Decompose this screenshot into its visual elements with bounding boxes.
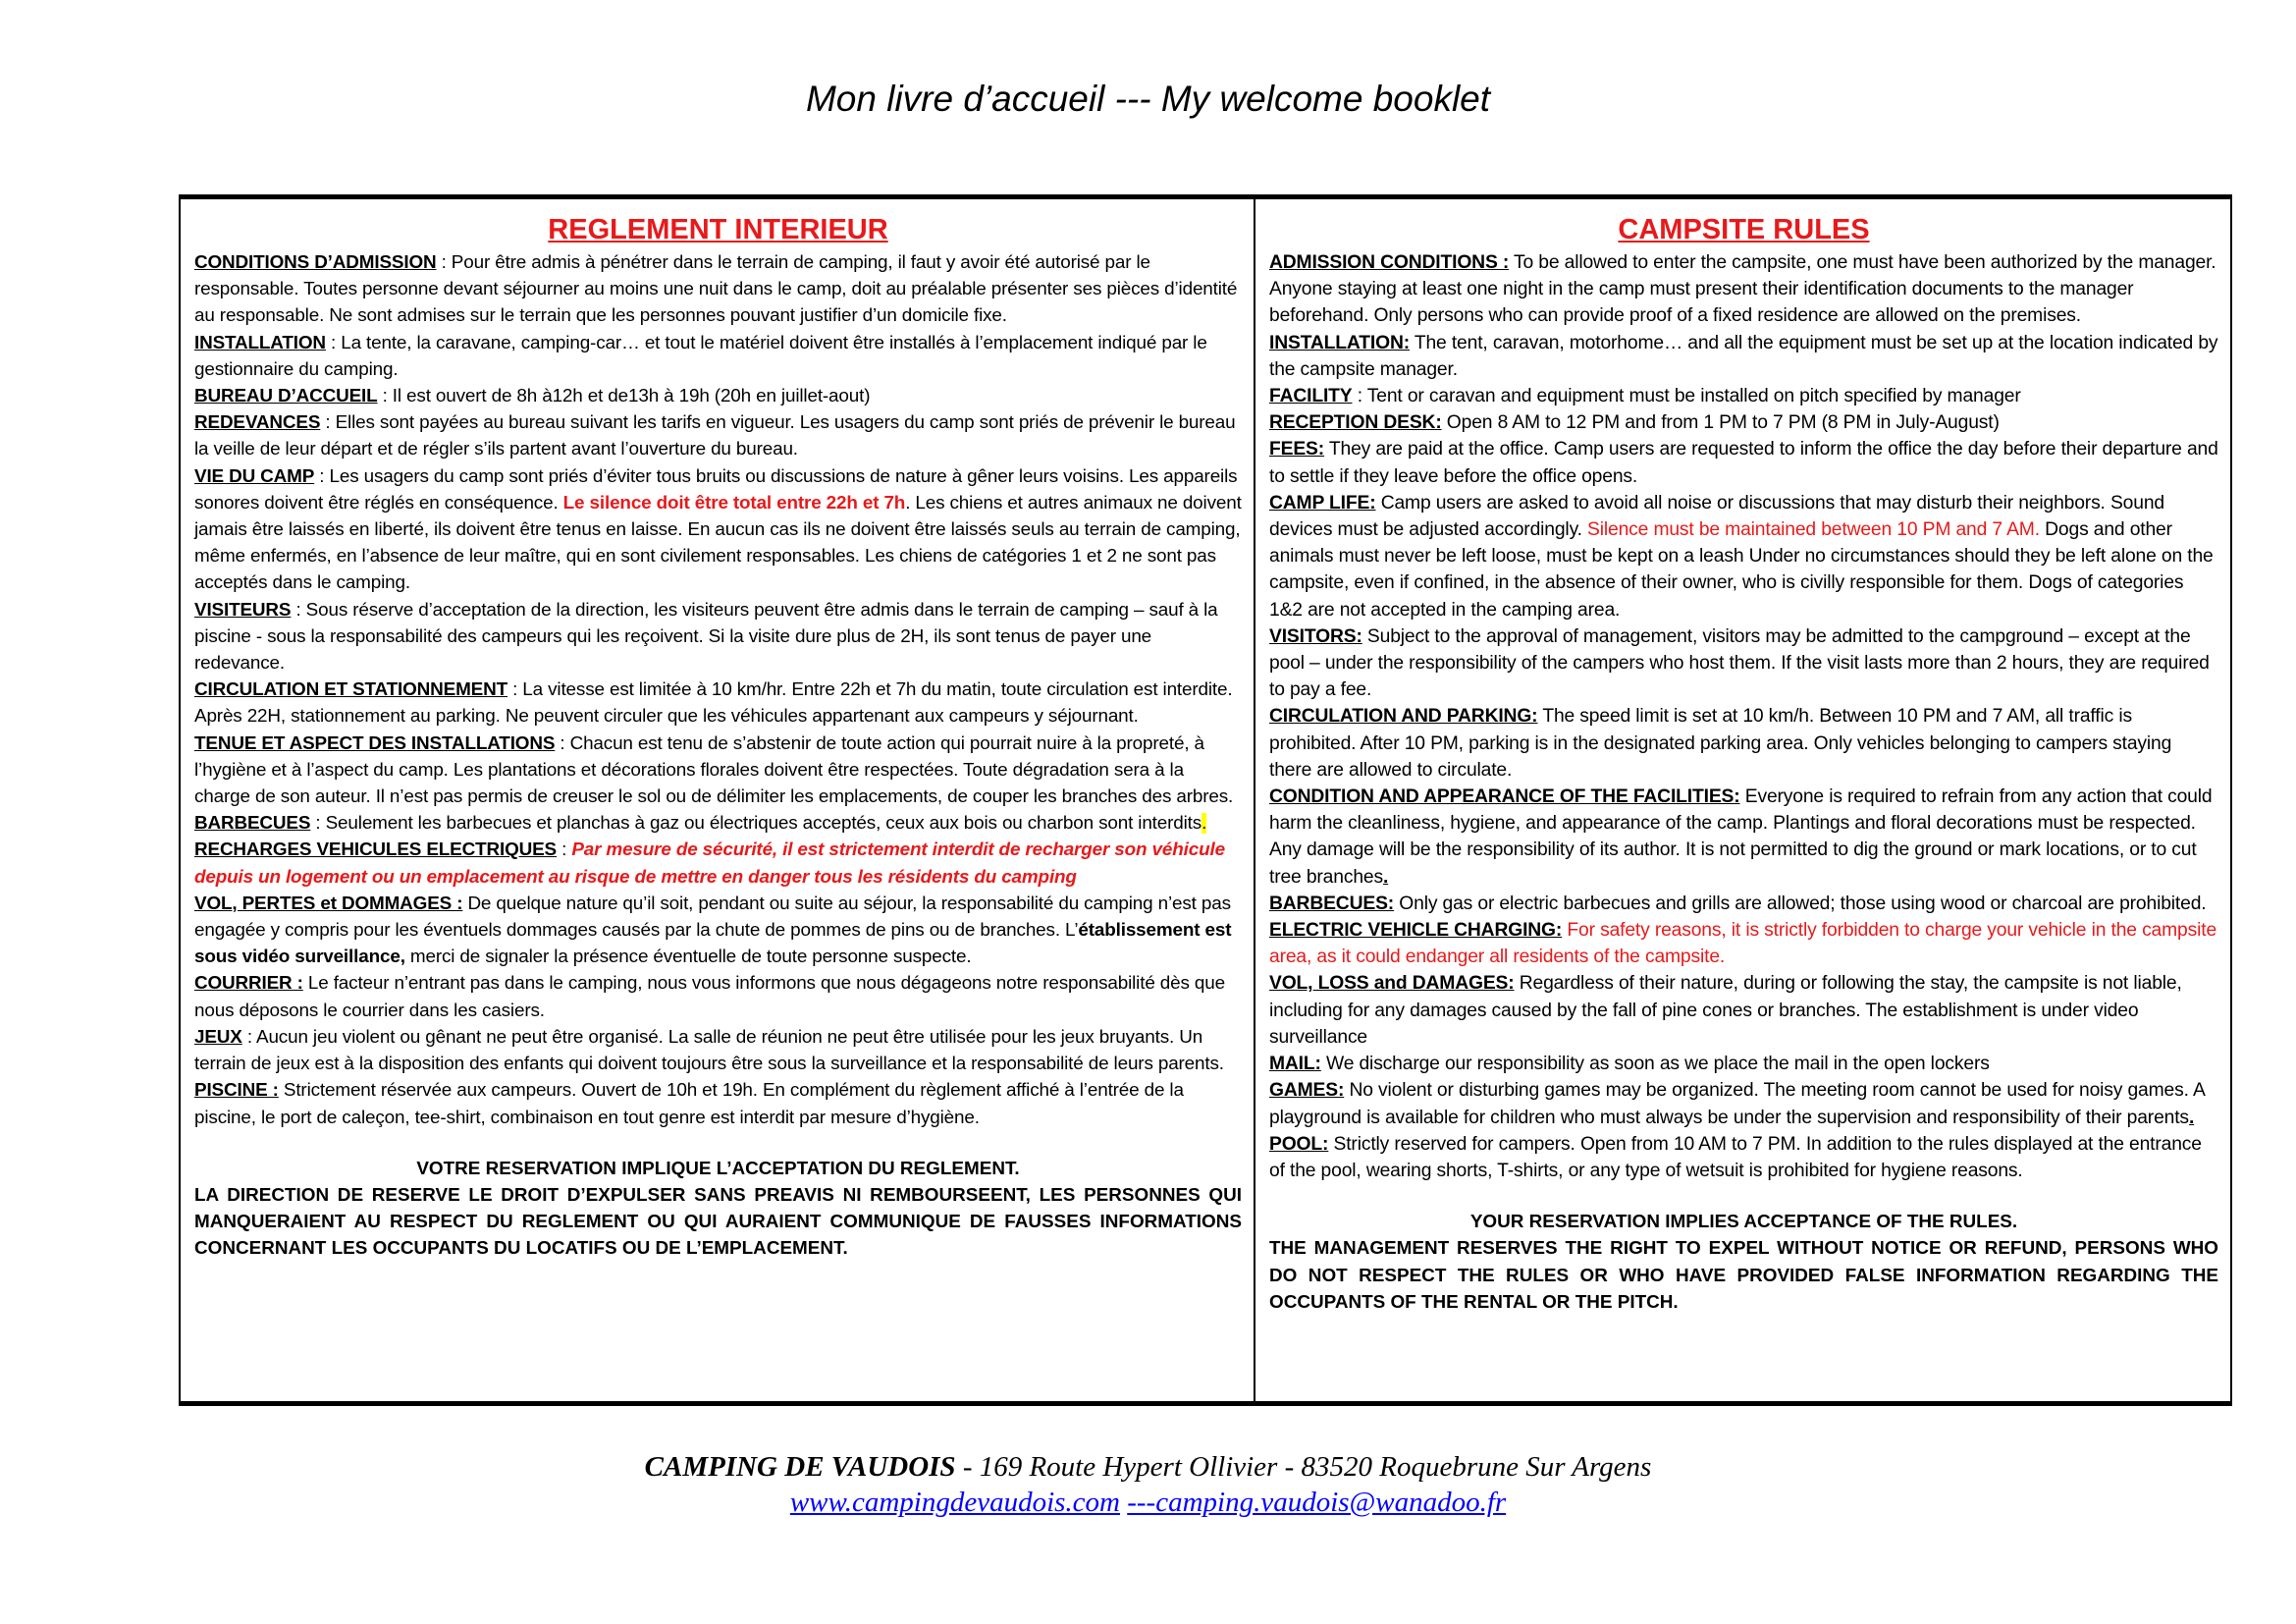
rule-label: VIE DU CAMP: [194, 465, 315, 487]
rule-admission-en: [1269, 249, 2218, 330]
highlight-mark: .: [1201, 813, 1207, 835]
rule-label: CIRCULATION ET STATIONNEMENT: [194, 679, 508, 701]
silence-warning: Le silence doit être total entre 22h et 7h: [562, 492, 906, 514]
rule-label: MAIL:: [1269, 1054, 1321, 1075]
french-column-title: REGLEMENT INTERIEUR: [548, 214, 888, 245]
rule-label: POOL:: [1269, 1133, 1329, 1155]
rule-text: To be allowed to enter the campsite, one must have been authorized by the manager. Anyone staying at least one night in the camp must present their identification documents to the manager beforehand. Only persons who can provide proof of a fixed residence are allowed on the premises.: [1269, 252, 2216, 327]
rule-text: : Elles sont payées au bureau suivant les tarifs en vigueur. Les usagers du camp sont priés de prévenir le bureau la veille de leur départ et de régler s’ils partent avant l’ouverture du bureau.: [194, 412, 1236, 460]
reservation-acceptance-fr: VOTRE RESERVATION IMPLIQUE L’ACCEPTATION DU REGLEMENT.: [416, 1158, 1020, 1179]
rule-label: REDEVANCES: [194, 412, 321, 434]
rule-text: Everyone is required to refrain from any action that could harm the cleanliness, hygiene, and appearance of the camp. Plantings and floral decorations must be respected. Any damage will be the responsibility of its author. It is not permitted to dig the ground or mark locations, or to cut tree branches: [1269, 786, 2213, 888]
rule-label: ADMISSION CONDITIONS :: [1269, 252, 1510, 273]
rule-label: CIRCULATION AND PARKING:: [1269, 706, 1538, 728]
rule-label: FACILITY: [1269, 386, 1353, 407]
rule-visitors-en: [1269, 623, 2218, 704]
rule-label: VOL, PERTES et DOMMAGES :: [194, 893, 463, 914]
rule-label: INSTALLATION:: [1269, 332, 1410, 353]
rule-vol-en: [1269, 970, 2218, 1051]
rule-tenue-fr: [194, 731, 1242, 811]
ev-warning: For safety reasons, it is strictly forbidden to charge your vehicle in the campsite area, as it could endanger all residents of the campsite.: [1269, 920, 2217, 968]
english-column-title: CAMPSITE RULES: [1618, 214, 1870, 245]
rule-circulation-fr: [194, 677, 1242, 730]
rule-label: BUREAU D’ACCUEIL: [194, 386, 378, 407]
rule-text: : Aucun jeu violent ou gênant ne peut être organisé. La salle de réunion ne peut être utilisée pour les jeux bruyants. Un terrain de jeux est à la disposition des enfants qui doivent toujours être sous la surveillance et la responsabilité de leurs parents.: [194, 1026, 1224, 1075]
rule-barbecues-en: [1269, 891, 2218, 917]
rule-text: Strictement réservée aux campeurs. Ouvert de 10h et 19h. En complément du règlement affiché à l’entrée de la piscine, le port de caleçon, tee-shirt, combinaison en tout genre est interdit par mesure d’hygiène.: [194, 1080, 1184, 1128]
rule-text: Regardless of their nature, during or following the stay, the campsite is not liable, including for any damages caused by the fall of pine cones or branches. The establishment is under video surveillance: [1269, 973, 2182, 1048]
rule-text: : Pour être admis à pénétrer dans le terrain de camping, il faut y avoir été autorisé par le responsable. Toutes personne devant séjourner au moins une nuit dans le camp, doit au préalable présenter ses pièces d’identité au responsable. Ne sont admises sur le terrain que les personnes pouvant justifier d’un domicile fixe.: [194, 252, 1238, 327]
rule-label: INSTALLATION: [194, 332, 326, 353]
rule-text: merci de signaler la présence éventuelle de toute personne suspecte.: [404, 947, 972, 968]
rule-text: De quelque nature qu’il soit, pendant ou suite au séjour, la responsabilité du camping n’est pas engagée y compris pour les éventuels dommages causés par la chute de pommes de pins ou de branches. L’: [194, 893, 1231, 942]
silence-warning: Silence must be maintained between 10 PM and 7 AM.: [1587, 519, 2040, 541]
expulsion-notice-fr: LA DIRECTION DE RESERVE LE DROIT D’EXPULSER SANS PREAVIS NI REMBOURSEENT, LES PERSONNES QUI MANQUERAIENT AU RESPECT DU REGLEMENT OU QUI AURAIENT COMMUNIQUE DE FAUSSES INFORMATIONS CONCERNANT LES OCCUPANTS DU LOCATIFS OU DE L’EMPLACEMENT.: [194, 1184, 1242, 1260]
rule-facility-en: [1269, 383, 2218, 409]
rule-period: .: [1382, 866, 1389, 888]
rule-label: VOL, LOSS and DAMAGES:: [1269, 973, 1515, 995]
rule-text: Only gas or electric barbecues and grills are allowed; those using wood or charcoal are prohibited.: [1394, 893, 2207, 914]
footer-address: [0, 1451, 2296, 1484]
rule-text: : Chacun est tenu de s’abstenir de toute action qui pourrait nuire à la propreté, à l’hygiène et à l’aspect du camp. Les plantations et décorations florales doivent être respectées. Toute dégradation sera à la charge de son auteur. Il n’est pas permis de creuser le sol ou de délimiter les emplacements, de couper les branches des arbres.: [194, 732, 1234, 808]
rule-text: Subject to the approval of management, visitors may be admitted to the campground – except at the pool – under the responsibility of the campers who host them. If the visit lasts more than 2 hours, they are required to pay a fee.: [1269, 625, 2210, 701]
website-link[interactable]: www.campingdevaudois.com: [789, 1487, 1120, 1518]
rule-label: CONDITIONS D’ADMISSION: [194, 252, 437, 273]
rule-installation-en: [1269, 330, 2218, 383]
rule-recharges-fr: [194, 837, 1242, 890]
rule-text: Le facteur n’entrant pas dans le camping, nous vous informons que nous dégageons notre responsabilité dès que nous déposons le courrier dans les casiers.: [194, 973, 1225, 1021]
rule-condition-en: [1269, 784, 2218, 891]
expulsion-notice-en: THE MANAGEMENT RESERVES THE RIGHT TO EXPEL WITHOUT NOTICE OR REFUND, PERSONS WHO DO NOT RESPECT THE RULES OR WHO HAVE PROVIDED FALSE INFORMATION REGARDING THE OCCUPANTS OF THE RENTAL OR THE PITCH.: [1269, 1238, 2218, 1313]
rule-text: : La vitesse est limitée à 10 km/hr. Entre 22h et 7h du matin, toute circulation est interdite. Après 22H, stationnement au parking. Ne peuvent circuler que les véhicules appartenant aux campeurs y séjournant.: [194, 679, 1233, 728]
ev-warning: Par mesure de sécurité, il est strictement interdit de recharger son véhicule depuis un logement ou un emplacement au risque de mettre en danger tous les résidents du camping: [194, 839, 1225, 888]
rule-text: : Il est ouvert de 8h à12h et de13h à 19h (20h en juillet-aout): [377, 386, 871, 407]
rule-label: RECHARGES VEHICULES ELECTRIQUES: [194, 839, 558, 861]
rule-mail-en: [1269, 1051, 2218, 1077]
rule-circulation-en: [1269, 703, 2218, 784]
email-link[interactable]: ---camping.vaudois@wanadoo.fr: [1127, 1487, 1507, 1518]
rule-label: CAMP LIFE:: [1269, 492, 1376, 514]
english-rules-column: [1255, 199, 2230, 1401]
rule-reception-en: [1269, 409, 2218, 436]
closing-notice-en: [1269, 1209, 2218, 1316]
rule-period: .: [2188, 1107, 2195, 1128]
rule-pool-en: [1269, 1131, 2218, 1184]
rule-installation-fr: [194, 330, 1242, 383]
rule-camp-life-en: [1269, 490, 2218, 623]
rule-label: GAMES:: [1269, 1080, 1345, 1102]
rule-text: : Seulement les barbecues et planchas à gaz ou électriques acceptés, ceux aux bois ou charbon sont interdits: [310, 813, 1202, 835]
rule-courrier-fr: [194, 970, 1242, 1023]
rule-text: . Les chiens et autres animaux ne doivent jamais être laissés en liberté, ils doivent être tenus en laisse. En aucun cas ils ne doivent être laissés seuls au terrain de camping, même enfermés, en l’absence de leur maître, qui en sont civilement responsables. Les chiens de catégories 1 et 2 ne sont pas acceptés dans le camping.: [194, 492, 1242, 594]
rule-jeux-fr: [194, 1024, 1242, 1077]
reservation-acceptance-en: YOUR RESERVATION IMPLIES ACCEPTANCE OF THE RULES.: [1469, 1212, 2018, 1233]
rule-text: Strictly reserved for campers. Open from 10 AM to 7 PM. In addition to the rules displayed at the entrance of the pool, wearing shorts, T-shirts, or any type of wetsuit is prohibited for hygiene reasons.: [1269, 1133, 2202, 1181]
rule-label: TENUE ET ASPECT DES INSTALLATIONS: [194, 732, 556, 754]
rule-text: We discharge our responsibility as soon as we place the mail in the open lockers: [1320, 1054, 1990, 1075]
rule-label: PISCINE :: [194, 1080, 279, 1102]
rule-label: ELECTRIC VEHICLE CHARGING:: [1269, 920, 1563, 942]
rule-label: VISITORS:: [1269, 625, 1362, 647]
rule-text: Open 8 AM to 12 PM and from 1 PM to 7 PM (8 PM in July-August): [1441, 412, 2000, 434]
rule-text: : Les usagers du camp sont priés d’éviter tous bruits ou discussions de nature à gêner leurs voisins. Les appareils sonores doivent être réglés en conséquence.: [194, 465, 1238, 514]
rules-table: [179, 194, 2232, 1406]
rule-games-en: [1269, 1077, 2218, 1130]
rule-text: No violent or disturbing games may be organized. The meeting room cannot be used for noisy games. A playground is available for children who must always be under the supervision and responsibility of their parents: [1269, 1080, 2205, 1128]
rule-text: Camp users are asked to avoid all noise or discussions that may disturb their neighbors. Sound devices must be adjusted accordingly.: [1269, 492, 2164, 541]
rule-piscine-fr: [194, 1077, 1242, 1130]
rule-text: Dogs and other animals must never be left loose, must be kept on a leash Under no circumstances should they be left alone on the campsite, even if confined, in the absence of their owner, who is civilly responsible for them. Dogs of categories 1&2 are not accepted in the camping area.: [1269, 519, 2214, 621]
rule-visiteurs-fr: [194, 597, 1242, 677]
rule-barbecues-fr: [194, 810, 1242, 837]
document-title: Mon livre d’accueil --- My welcome booklet: [805, 79, 1491, 119]
camping-address: - 169 Route Hypert Ollivier - 83520 Roquebrune Sur Argens: [955, 1451, 1652, 1483]
rule-separator: :: [557, 839, 572, 861]
rule-redevances-fr: [194, 409, 1242, 462]
rule-label: CONDITION AND APPEARANCE OF THE FACILITIES:: [1269, 786, 1740, 808]
rule-vie-du-camp-fr: [194, 463, 1242, 597]
rule-ev-charging-en: [1269, 917, 2218, 970]
rule-label: BARBECUES: [194, 813, 311, 835]
rule-label: VISITEURS: [194, 599, 292, 621]
rule-text: : Tent or caravan and equipment must be installed on pitch specified by manager: [1352, 386, 2021, 407]
rule-text: : La tente, la caravane, camping-car… et tout le matériel doivent être installés à l’emplacement indiqué par le gestionnaire du camping.: [194, 332, 1207, 380]
footer-contacts: [0, 1487, 2296, 1519]
rule-label: FEES:: [1269, 439, 1325, 460]
camping-name: CAMPING DE VAUDOIS: [644, 1451, 956, 1483]
closing-notice-fr: [194, 1156, 1242, 1263]
rule-text: They are paid at the office. Camp users are requested to inform the office the day before their departure and to settle if they leave before the office opens.: [1269, 439, 2218, 487]
surveillance-note: établissement est sous vidéo surveillance,: [194, 920, 1232, 968]
rule-vol-fr: [194, 891, 1242, 971]
rule-label: JEUX: [194, 1026, 242, 1048]
rule-fees-en: [1269, 436, 2218, 489]
french-rules-column: [181, 199, 1255, 1401]
rule-label: COURRIER :: [194, 973, 303, 995]
rule-text: : Sous réserve d’acceptation de la direction, les visiteurs peuvent être admis dans le terrain de camping – sauf à la piscine - sous la responsabilité des campeurs qui les reçoivent. Si la visite dure plus de 2H, ils sont tenus de payer une redevance.: [194, 599, 1218, 675]
rule-admission-fr: [194, 249, 1242, 330]
rule-label: RECEPTION DESK:: [1269, 412, 1442, 434]
rule-bureau-fr: [194, 383, 1242, 409]
rule-label: BARBECUES:: [1269, 893, 1395, 914]
rule-text: The tent, caravan, motorhome… and all the equipment must be set up at the location indicated by the campsite manager.: [1269, 332, 2218, 380]
rule-text: The speed limit is set at 10 km/h. Between 10 PM and 7 AM, all traffic is prohibited. After 10 PM, parking is in the designated parking area. Only vehicles belonging to campers staying there are allowed to circulate.: [1269, 706, 2172, 781]
